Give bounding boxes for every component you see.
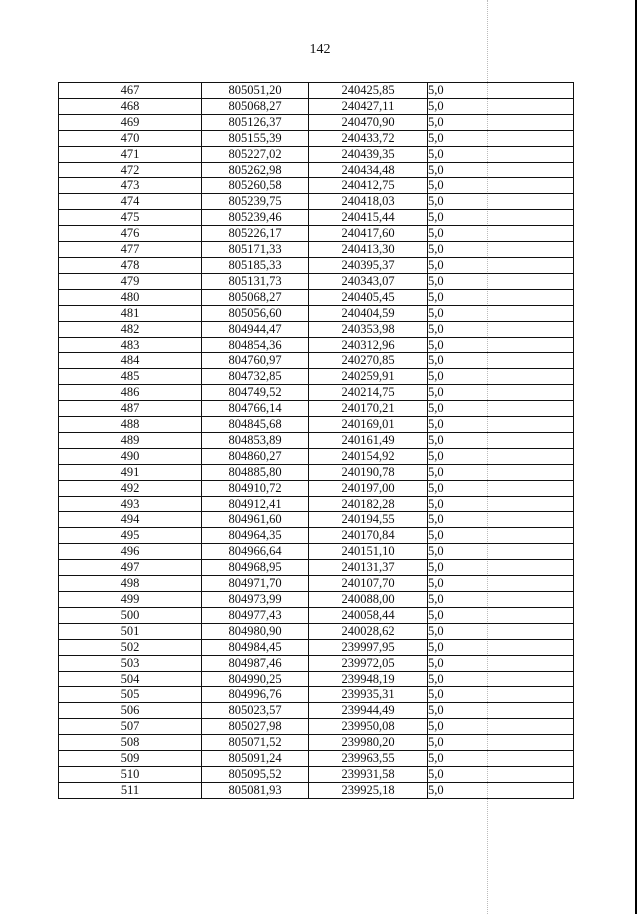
- x-coordinate-cell: 805081,93: [202, 782, 309, 798]
- value-cell: 5,0: [428, 83, 574, 99]
- table-row: [59, 401, 574, 417]
- point-number-cell: 488: [59, 417, 202, 433]
- value-cell: 5,0: [428, 766, 574, 782]
- value-cell: 5,0: [428, 687, 574, 703]
- x-coordinate-cell: 805027,98: [202, 719, 309, 735]
- table-row: [59, 194, 574, 210]
- x-coordinate-cell: 804910,72: [202, 480, 309, 496]
- point-number-cell: 500: [59, 607, 202, 623]
- point-number-cell: 496: [59, 544, 202, 560]
- point-number-cell: 474: [59, 194, 202, 210]
- point-number-cell: 468: [59, 98, 202, 114]
- point-number-cell: 485: [59, 369, 202, 385]
- y-coordinate-cell: 240415,44: [309, 210, 428, 226]
- table-row: [59, 448, 574, 464]
- x-coordinate-cell: 805131,73: [202, 273, 309, 289]
- point-number-cell: 480: [59, 289, 202, 305]
- table-row: [59, 496, 574, 512]
- x-coordinate-cell: 804912,41: [202, 496, 309, 512]
- x-coordinate-cell: 805227,02: [202, 146, 309, 162]
- y-coordinate-cell: 240170,21: [309, 401, 428, 417]
- x-coordinate-cell: 804968,95: [202, 560, 309, 576]
- table-row: [59, 273, 574, 289]
- value-cell: 5,0: [428, 114, 574, 130]
- y-coordinate-cell: 240107,70: [309, 576, 428, 592]
- table-row: [59, 528, 574, 544]
- point-number-cell: 486: [59, 385, 202, 401]
- value-cell: 5,0: [428, 655, 574, 671]
- y-coordinate-cell: 239925,18: [309, 782, 428, 798]
- table-row: [59, 576, 574, 592]
- x-coordinate-cell: 804966,64: [202, 544, 309, 560]
- value-cell: 5,0: [428, 385, 574, 401]
- x-coordinate-cell: 805023,57: [202, 703, 309, 719]
- value-cell: 5,0: [428, 257, 574, 273]
- y-coordinate-cell: 240417,60: [309, 226, 428, 242]
- value-cell: 5,0: [428, 210, 574, 226]
- x-coordinate-cell: 804885,80: [202, 464, 309, 480]
- x-coordinate-cell: 805239,46: [202, 210, 309, 226]
- point-number-cell: 494: [59, 512, 202, 528]
- y-coordinate-cell: 240154,92: [309, 448, 428, 464]
- table-row: [59, 735, 574, 751]
- point-number-cell: 511: [59, 782, 202, 798]
- page-edge: [635, 0, 637, 914]
- x-coordinate-cell: 804990,25: [202, 671, 309, 687]
- x-coordinate-cell: 804860,27: [202, 448, 309, 464]
- page-number: 142: [309, 42, 331, 57]
- point-number-cell: 505: [59, 687, 202, 703]
- table-row: [59, 432, 574, 448]
- point-number-cell: 484: [59, 353, 202, 369]
- x-coordinate-cell: 804977,43: [202, 607, 309, 623]
- point-number-cell: 482: [59, 321, 202, 337]
- value-cell: 5,0: [428, 735, 574, 751]
- point-number-cell: 472: [59, 162, 202, 178]
- value-cell: 5,0: [428, 353, 574, 369]
- y-coordinate-cell: 240182,28: [309, 496, 428, 512]
- x-coordinate-cell: 804732,85: [202, 369, 309, 385]
- y-coordinate-cell: 240131,37: [309, 560, 428, 576]
- y-coordinate-cell: 240151,10: [309, 544, 428, 560]
- table-row: [59, 369, 574, 385]
- x-coordinate-cell: 805155,39: [202, 130, 309, 146]
- table-row: [59, 114, 574, 130]
- y-coordinate-cell: 240434,48: [309, 162, 428, 178]
- x-coordinate-cell: 805056,60: [202, 305, 309, 321]
- x-coordinate-cell: 804853,89: [202, 432, 309, 448]
- value-cell: 5,0: [428, 305, 574, 321]
- x-coordinate-cell: 804984,45: [202, 639, 309, 655]
- point-number-cell: 469: [59, 114, 202, 130]
- value-cell: 5,0: [428, 496, 574, 512]
- y-coordinate-cell: 240270,85: [309, 353, 428, 369]
- x-coordinate-cell: 805095,52: [202, 766, 309, 782]
- y-coordinate-cell: 240194,55: [309, 512, 428, 528]
- y-coordinate-cell: 240404,59: [309, 305, 428, 321]
- table-row: [59, 655, 574, 671]
- x-coordinate-cell: 805071,52: [202, 735, 309, 751]
- x-coordinate-cell: 804749,52: [202, 385, 309, 401]
- table-row: [59, 226, 574, 242]
- value-cell: 5,0: [428, 130, 574, 146]
- x-coordinate-cell: 804973,99: [202, 592, 309, 608]
- point-number-cell: 503: [59, 655, 202, 671]
- point-number-cell: 489: [59, 432, 202, 448]
- x-coordinate-cell: 804971,70: [202, 576, 309, 592]
- y-coordinate-cell: 240197,00: [309, 480, 428, 496]
- table-row: [59, 98, 574, 114]
- value-cell: 5,0: [428, 178, 574, 194]
- y-coordinate-cell: 240412,75: [309, 178, 428, 194]
- x-coordinate-cell: 804987,46: [202, 655, 309, 671]
- y-coordinate-cell: 240425,85: [309, 83, 428, 99]
- table-row: [59, 607, 574, 623]
- point-number-cell: 476: [59, 226, 202, 242]
- y-coordinate-cell: 240433,72: [309, 130, 428, 146]
- point-number-cell: 495: [59, 528, 202, 544]
- value-cell: 5,0: [428, 639, 574, 655]
- table-row: [59, 464, 574, 480]
- y-coordinate-cell: 240088,00: [309, 592, 428, 608]
- value-cell: 5,0: [428, 719, 574, 735]
- table-row: [59, 703, 574, 719]
- point-number-cell: 479: [59, 273, 202, 289]
- point-number-cell: 499: [59, 592, 202, 608]
- table-row: [59, 512, 574, 528]
- value-cell: 5,0: [428, 671, 574, 687]
- y-coordinate-cell: 240427,11: [309, 98, 428, 114]
- value-cell: 5,0: [428, 560, 574, 576]
- x-coordinate-cell: 804944,47: [202, 321, 309, 337]
- point-number-cell: 506: [59, 703, 202, 719]
- point-number-cell: 504: [59, 671, 202, 687]
- value-cell: 5,0: [428, 417, 574, 433]
- point-number-cell: 487: [59, 401, 202, 417]
- y-coordinate-cell: 239963,55: [309, 751, 428, 767]
- table-row: [59, 353, 574, 369]
- x-coordinate-cell: 805185,33: [202, 257, 309, 273]
- value-cell: 5,0: [428, 194, 574, 210]
- x-coordinate-cell: 804760,97: [202, 353, 309, 369]
- y-coordinate-cell: 240161,49: [309, 432, 428, 448]
- point-number-cell: 470: [59, 130, 202, 146]
- point-number-cell: 492: [59, 480, 202, 496]
- value-cell: 5,0: [428, 289, 574, 305]
- value-cell: 5,0: [428, 321, 574, 337]
- point-number-cell: 493: [59, 496, 202, 512]
- y-coordinate-cell: 239980,20: [309, 735, 428, 751]
- table-row: [59, 178, 574, 194]
- value-cell: 5,0: [428, 226, 574, 242]
- table-row: [59, 162, 574, 178]
- table-row: [59, 623, 574, 639]
- x-coordinate-cell: 805091,24: [202, 751, 309, 767]
- value-cell: 5,0: [428, 464, 574, 480]
- point-number-cell: 490: [59, 448, 202, 464]
- table-row: [59, 337, 574, 353]
- x-coordinate-cell: 805239,75: [202, 194, 309, 210]
- value-cell: 5,0: [428, 703, 574, 719]
- y-coordinate-cell: 239935,31: [309, 687, 428, 703]
- table-row: [59, 417, 574, 433]
- y-coordinate-cell: 240259,91: [309, 369, 428, 385]
- table-row: [59, 289, 574, 305]
- value-cell: 5,0: [428, 432, 574, 448]
- x-coordinate-cell: 805068,27: [202, 98, 309, 114]
- y-coordinate-cell: 240343,07: [309, 273, 428, 289]
- point-number-cell: 507: [59, 719, 202, 735]
- value-cell: 5,0: [428, 273, 574, 289]
- table-row: [59, 257, 574, 273]
- table-row: [59, 719, 574, 735]
- y-coordinate-cell: 240405,45: [309, 289, 428, 305]
- table-row: [59, 480, 574, 496]
- point-number-cell: 501: [59, 623, 202, 639]
- table-row: [59, 83, 574, 99]
- value-cell: 5,0: [428, 337, 574, 353]
- point-number-cell: 467: [59, 83, 202, 99]
- y-coordinate-cell: 240169,01: [309, 417, 428, 433]
- x-coordinate-cell: 805226,17: [202, 226, 309, 242]
- value-cell: 5,0: [428, 448, 574, 464]
- point-number-cell: 478: [59, 257, 202, 273]
- point-number-cell: 497: [59, 560, 202, 576]
- value-cell: 5,0: [428, 751, 574, 767]
- point-number-cell: 508: [59, 735, 202, 751]
- value-cell: 5,0: [428, 369, 574, 385]
- x-coordinate-cell: 805262,98: [202, 162, 309, 178]
- y-coordinate-cell: 239972,05: [309, 655, 428, 671]
- value-cell: 5,0: [428, 162, 574, 178]
- value-cell: 5,0: [428, 512, 574, 528]
- x-coordinate-cell: 804845,68: [202, 417, 309, 433]
- y-coordinate-cell: 239948,19: [309, 671, 428, 687]
- table-row: [59, 766, 574, 782]
- table-row: [59, 321, 574, 337]
- point-number-cell: 498: [59, 576, 202, 592]
- point-number-cell: 477: [59, 242, 202, 258]
- point-number-cell: 473: [59, 178, 202, 194]
- x-coordinate-cell: 804964,35: [202, 528, 309, 544]
- y-coordinate-cell: 240439,35: [309, 146, 428, 162]
- point-number-cell: 481: [59, 305, 202, 321]
- y-coordinate-cell: 240312,96: [309, 337, 428, 353]
- table-row: [59, 751, 574, 767]
- y-coordinate-cell: 240028,62: [309, 623, 428, 639]
- y-coordinate-cell: 239931,58: [309, 766, 428, 782]
- value-cell: 5,0: [428, 98, 574, 114]
- table-row: [59, 385, 574, 401]
- point-number-cell: 502: [59, 639, 202, 655]
- value-cell: 5,0: [428, 528, 574, 544]
- table-row: [59, 130, 574, 146]
- y-coordinate-cell: 240353,98: [309, 321, 428, 337]
- value-cell: 5,0: [428, 146, 574, 162]
- point-number-cell: 491: [59, 464, 202, 480]
- table-row: [59, 639, 574, 655]
- y-coordinate-cell: 239950,08: [309, 719, 428, 735]
- x-coordinate-cell: 805260,58: [202, 178, 309, 194]
- table-row: [59, 687, 574, 703]
- x-coordinate-cell: 805171,33: [202, 242, 309, 258]
- value-cell: 5,0: [428, 242, 574, 258]
- x-coordinate-cell: 805126,37: [202, 114, 309, 130]
- x-coordinate-cell: 805051,20: [202, 83, 309, 99]
- table-row: [59, 544, 574, 560]
- table-row: [59, 146, 574, 162]
- y-coordinate-cell: 240395,37: [309, 257, 428, 273]
- value-cell: 5,0: [428, 544, 574, 560]
- coordinates-table: [58, 82, 574, 799]
- value-cell: 5,0: [428, 623, 574, 639]
- x-coordinate-cell: 804980,90: [202, 623, 309, 639]
- y-coordinate-cell: 240058,44: [309, 607, 428, 623]
- x-coordinate-cell: 804766,14: [202, 401, 309, 417]
- y-coordinate-cell: 239997,95: [309, 639, 428, 655]
- table-row: [59, 242, 574, 258]
- coordinates-table-body: [59, 83, 574, 799]
- table-row: [59, 782, 574, 798]
- point-number-cell: 471: [59, 146, 202, 162]
- point-number-cell: 510: [59, 766, 202, 782]
- value-cell: 5,0: [428, 592, 574, 608]
- value-cell: 5,0: [428, 782, 574, 798]
- point-number-cell: 509: [59, 751, 202, 767]
- point-number-cell: 483: [59, 337, 202, 353]
- y-coordinate-cell: 240214,75: [309, 385, 428, 401]
- x-coordinate-cell: 804961,60: [202, 512, 309, 528]
- y-coordinate-cell: 240413,30: [309, 242, 428, 258]
- x-coordinate-cell: 804854,36: [202, 337, 309, 353]
- table-row: [59, 592, 574, 608]
- x-coordinate-cell: 804996,76: [202, 687, 309, 703]
- y-coordinate-cell: 240190,78: [309, 464, 428, 480]
- value-cell: 5,0: [428, 607, 574, 623]
- table-row: [59, 560, 574, 576]
- value-cell: 5,0: [428, 401, 574, 417]
- table-row: [59, 210, 574, 226]
- table-row: [59, 671, 574, 687]
- value-cell: 5,0: [428, 480, 574, 496]
- table-row: [59, 305, 574, 321]
- point-number-cell: 475: [59, 210, 202, 226]
- x-coordinate-cell: 805068,27: [202, 289, 309, 305]
- y-coordinate-cell: 240170,84: [309, 528, 428, 544]
- y-coordinate-cell: 240470,90: [309, 114, 428, 130]
- y-coordinate-cell: 239944,49: [309, 703, 428, 719]
- value-cell: 5,0: [428, 576, 574, 592]
- y-coordinate-cell: 240418,03: [309, 194, 428, 210]
